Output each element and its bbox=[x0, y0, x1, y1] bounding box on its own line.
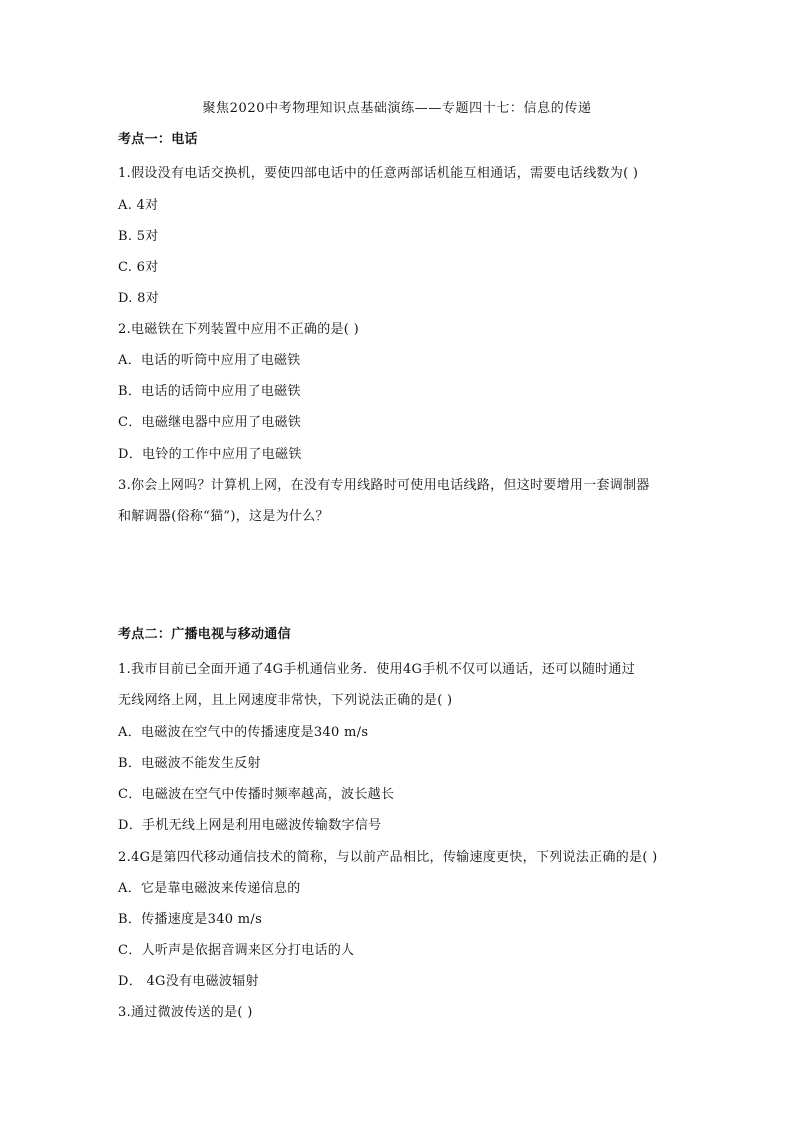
question-2-2-stem: 2.4G是第四代移动通信技术的简称，与以前产品相比，传输速度更快，下列说法正确的是( ) bbox=[118, 850, 658, 865]
question-1-2-option-d: D．电铃的工作中应用了电磁铁 bbox=[118, 447, 302, 462]
question-2-1-option-c: C．电磁波在空气中传播时频率越高，波长越长 bbox=[118, 787, 395, 802]
question-1-1-stem: 1.假设没有电话交换机，要使四部电话中的任意两部话机能互相通话，需要电话线数为( ) bbox=[118, 166, 639, 181]
question-2-1-option-a: A．电磁波在空气中的传播速度是340 m/s bbox=[118, 725, 369, 740]
question-1-2-option-c: C．电磁继电器中应用了电磁铁 bbox=[118, 415, 302, 430]
question-1-3-stem-line-2: 和解调器(俗称“猫”)，这是为什么？ bbox=[118, 509, 329, 524]
page-title: 聚焦2020中考物理知识点基础演练——专题四十七：信息的传递 bbox=[202, 101, 592, 116]
question-2-2-option-d: D． 4G没有电磁波辐射 bbox=[118, 974, 259, 989]
question-2-2-option-c: C．人听声是依据音调来区分打电话的人 bbox=[118, 943, 355, 958]
question-1-2-stem: 2.电磁铁在下列装置中应用不正确的是( ) bbox=[118, 322, 359, 337]
question-1-2-option-a: A．电话的听筒中应用了电磁铁 bbox=[118, 353, 301, 368]
question-1-1-option-a: A. 4对 bbox=[118, 198, 159, 213]
question-1-1-option-c: C. 6对 bbox=[118, 260, 159, 275]
question-2-2-option-b: B．传播速度是340 m/s bbox=[118, 912, 263, 927]
question-2-1-stem-line-1: 1.我市目前已全面开通了4G手机通信业务．使用4G手机不仅可以通话，还可以随时通过 bbox=[118, 662, 636, 677]
question-2-1-stem-line-2: 无线网络上网，且上网速度非常快，下列说法正确的是( ) bbox=[118, 693, 453, 708]
question-2-2-option-a: A．它是靠电磁波来传递信息的 bbox=[118, 881, 301, 896]
question-1-1-option-b: B. 5对 bbox=[118, 229, 159, 244]
section-heading-telephone: 考点一：电话 bbox=[118, 132, 198, 147]
question-1-2-option-b: B．电话的话筒中应用了电磁铁 bbox=[118, 384, 301, 399]
question-2-1-option-d: D．手机无线上网是利用电磁波传输数字信号 bbox=[118, 818, 382, 833]
question-1-1-option-d: D. 8对 bbox=[118, 291, 159, 306]
section-heading-broadcast-mobile: 考点二：广播电视与移动通信 bbox=[118, 627, 291, 642]
question-2-1-option-b: B．电磁波不能发生反射 bbox=[118, 756, 261, 771]
question-2-3-stem: 3.通过微波传送的是( ) bbox=[118, 1005, 253, 1020]
question-1-3-stem-line-1: 3.你会上网吗？计算机上网，在没有专用线路时可使用电话线路，但这时要增用一套调制器 bbox=[118, 478, 650, 493]
